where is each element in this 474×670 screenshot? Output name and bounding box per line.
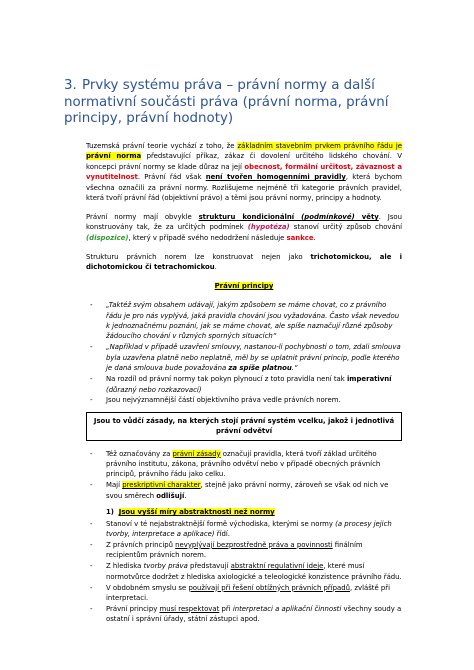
- text: Stanoví v té nejabstraktnější formě východiska, kterými se normy: [106, 519, 336, 528]
- definition-box: Jsou to vůdčí zásady, na kterých stojí právní systém vcelku, jakož i jednotlivá právní odvětví: [86, 412, 402, 441]
- text: při: [219, 604, 233, 613]
- italic-text: (a procesy jejich tvorby, interpretace a aplikace): [106, 519, 392, 538]
- abstractness-list: [86, 519, 402, 625]
- text: označují pravidla, která tvoří základ určitého právního institutu, zákona, právního odvětví nebo v případě obecných právních principů, právního řádu jako celku.: [106, 449, 381, 479]
- text: finálním recipientům právních norem.: [106, 540, 363, 560]
- subheading-text: Jsou vyšší míry abstraktnosti než normy: [118, 508, 275, 517]
- bold-text: za spíše platnou: [228, 364, 292, 373]
- hypothesis-term: (hypotéza): [247, 223, 290, 232]
- red-emphasis: obecnost, formální určitost, závaznost a vynutitelnost: [86, 162, 402, 182]
- paragraph-typology: [86, 252, 402, 273]
- list-item: [86, 561, 402, 582]
- section-number: 3.: [64, 78, 77, 93]
- section-heading: [64, 78, 424, 128]
- text: Právní normy mají obvykle: [86, 213, 199, 222]
- text: představující příkaz, zákaz či dovolení určitého lidského chování. V koncepci právní normy se klade důraz na její: [86, 152, 402, 171]
- list-item: [86, 604, 402, 625]
- text: řídí.: [214, 529, 230, 538]
- principles-title-row: [86, 281, 402, 291]
- highlight-underline-text: právní zásady: [172, 449, 221, 458]
- numbered-subheading: [86, 507, 402, 517]
- italic-text: interpretaci a aplikační činnosti: [232, 604, 342, 613]
- list-item: [86, 583, 402, 604]
- text: V obdobném smyslu se: [106, 583, 189, 592]
- underline-text: nevyplývají bezprostředně práva a povinnosti: [175, 540, 333, 549]
- text: , zvláště při interpretaci.: [106, 583, 391, 602]
- document-body: [86, 141, 402, 631]
- paragraph-intro: [86, 141, 402, 203]
- text: , která bychom všechna označili za právní normy. Rozlišujeme nejméně tři kategorie právních pravidel, která tvoří právní řád (objektivní právo) a těmi jsou právní normy, principy a hodnoty.: [86, 173, 402, 203]
- text: představují: [187, 562, 231, 571]
- principles-list: [86, 300, 402, 406]
- list-item: [86, 480, 402, 501]
- list-item: - „Taktéž svým obsahem udávají, jakým způsobem se máme chovat, co z právního řádu je pro nás vyplývá, jaká pravidla chování jsou vyžadována. Často však nevedou k jednoznačnému poznání, jak se máme chovat, ale spíše naznačují různé způsoby žádoucího chování v různých sporných situacích“: [86, 300, 402, 342]
- sanction-term: sankce: [286, 233, 314, 242]
- text: .“: [291, 364, 298, 373]
- text: stanoví určitý způsob chování: [289, 223, 402, 232]
- text: Právní principy: [106, 604, 160, 613]
- bold-text: trichotomickou, ale i dichotomickou či tetrachomickou: [86, 252, 403, 272]
- highlight-underline-text: preskriptivní charakter: [122, 481, 201, 490]
- bold-underline-text: věty: [354, 213, 379, 222]
- bold-italic-text: (podmínkové): [301, 213, 355, 222]
- disposition-term: (dispozice): [86, 233, 129, 242]
- text: Též označovány za: [106, 449, 173, 458]
- underline-text: používají při řešení obtížných právních případů: [188, 583, 350, 592]
- list-item: [86, 540, 402, 561]
- bold-underline-text: není tvořen homogenními pravidly: [205, 173, 346, 182]
- text: .: [184, 491, 187, 500]
- text: .: [214, 263, 217, 272]
- list-item: [86, 374, 402, 395]
- principles-features-list: [86, 449, 402, 502]
- underline-text: abstraktní regulativní ideje: [230, 562, 324, 571]
- list-item: [86, 342, 402, 373]
- text: , stejně jako právní normy, zároveň se však od nich ve svou směrech: [106, 481, 389, 500]
- highlight-bold-text: právní norma: [86, 152, 142, 161]
- text: . Jsou konstruovány tak, že za určitých podmínek: [86, 213, 403, 232]
- text: , který v případě svého nedodržení následuje: [128, 233, 287, 242]
- text: Z právních principů: [106, 540, 176, 549]
- list-item: - Jsou nejvýznamnější částí objektivního práva vedle právních norem.: [86, 395, 402, 405]
- text: .: [313, 233, 316, 242]
- italic-text: tvorby práva: [143, 562, 188, 571]
- italic-text: (důrazný nebo rozkazovací): [106, 385, 202, 394]
- paragraph-structure: [86, 212, 402, 243]
- text: Mají: [106, 481, 123, 490]
- subheading-item: [106, 507, 402, 517]
- text: „Například v případě uzavření smlouvy, nastanou-li pochybnosti o tom, zdali smlouva byla uzavřena platně nebo neplatně, měl by se uplatnit právní princip, podle kterého je daná smlouva bude považována: [106, 343, 401, 373]
- bold-text: odlišují: [156, 491, 185, 500]
- text: . Právní řád však: [137, 173, 206, 182]
- bold-text: imperativní: [346, 375, 392, 384]
- highlight-text: základním stavebním prvkem právního řádu je: [237, 142, 402, 150]
- text: všechny soudy a ostatní i správní úřady, státní zástupci apod.: [106, 604, 402, 624]
- underline-text: musí respektovat: [159, 604, 220, 613]
- text: Tuzemská právní teorie vychází z toho, že: [86, 142, 238, 150]
- list-item: [86, 519, 402, 540]
- text: Na rozdíl od právní normy tak pokyn plynoucí z toto pravidla není tak: [106, 375, 347, 384]
- list-item: [86, 449, 402, 480]
- principles-title: Právní principy: [214, 282, 274, 291]
- text: Strukturu právních norem lze konstruovat nejen jako: [86, 252, 311, 261]
- heading-line-3: principy, právní hodnoty): [64, 111, 234, 127]
- heading-line-1: Prvky systému práva – právní normy a další: [82, 78, 375, 93]
- heading-line-2: normativní součásti práva (právní norma, právní: [64, 94, 389, 110]
- subheading-number: 1): [106, 508, 114, 517]
- bold-underline-text: strukturu kondicionální: [198, 213, 302, 222]
- text: Z hlediska: [106, 562, 144, 571]
- text: , které musí normotvůrce dodržet z hlediska axiologické a teleologické konzistence právního řádu.: [106, 562, 402, 581]
